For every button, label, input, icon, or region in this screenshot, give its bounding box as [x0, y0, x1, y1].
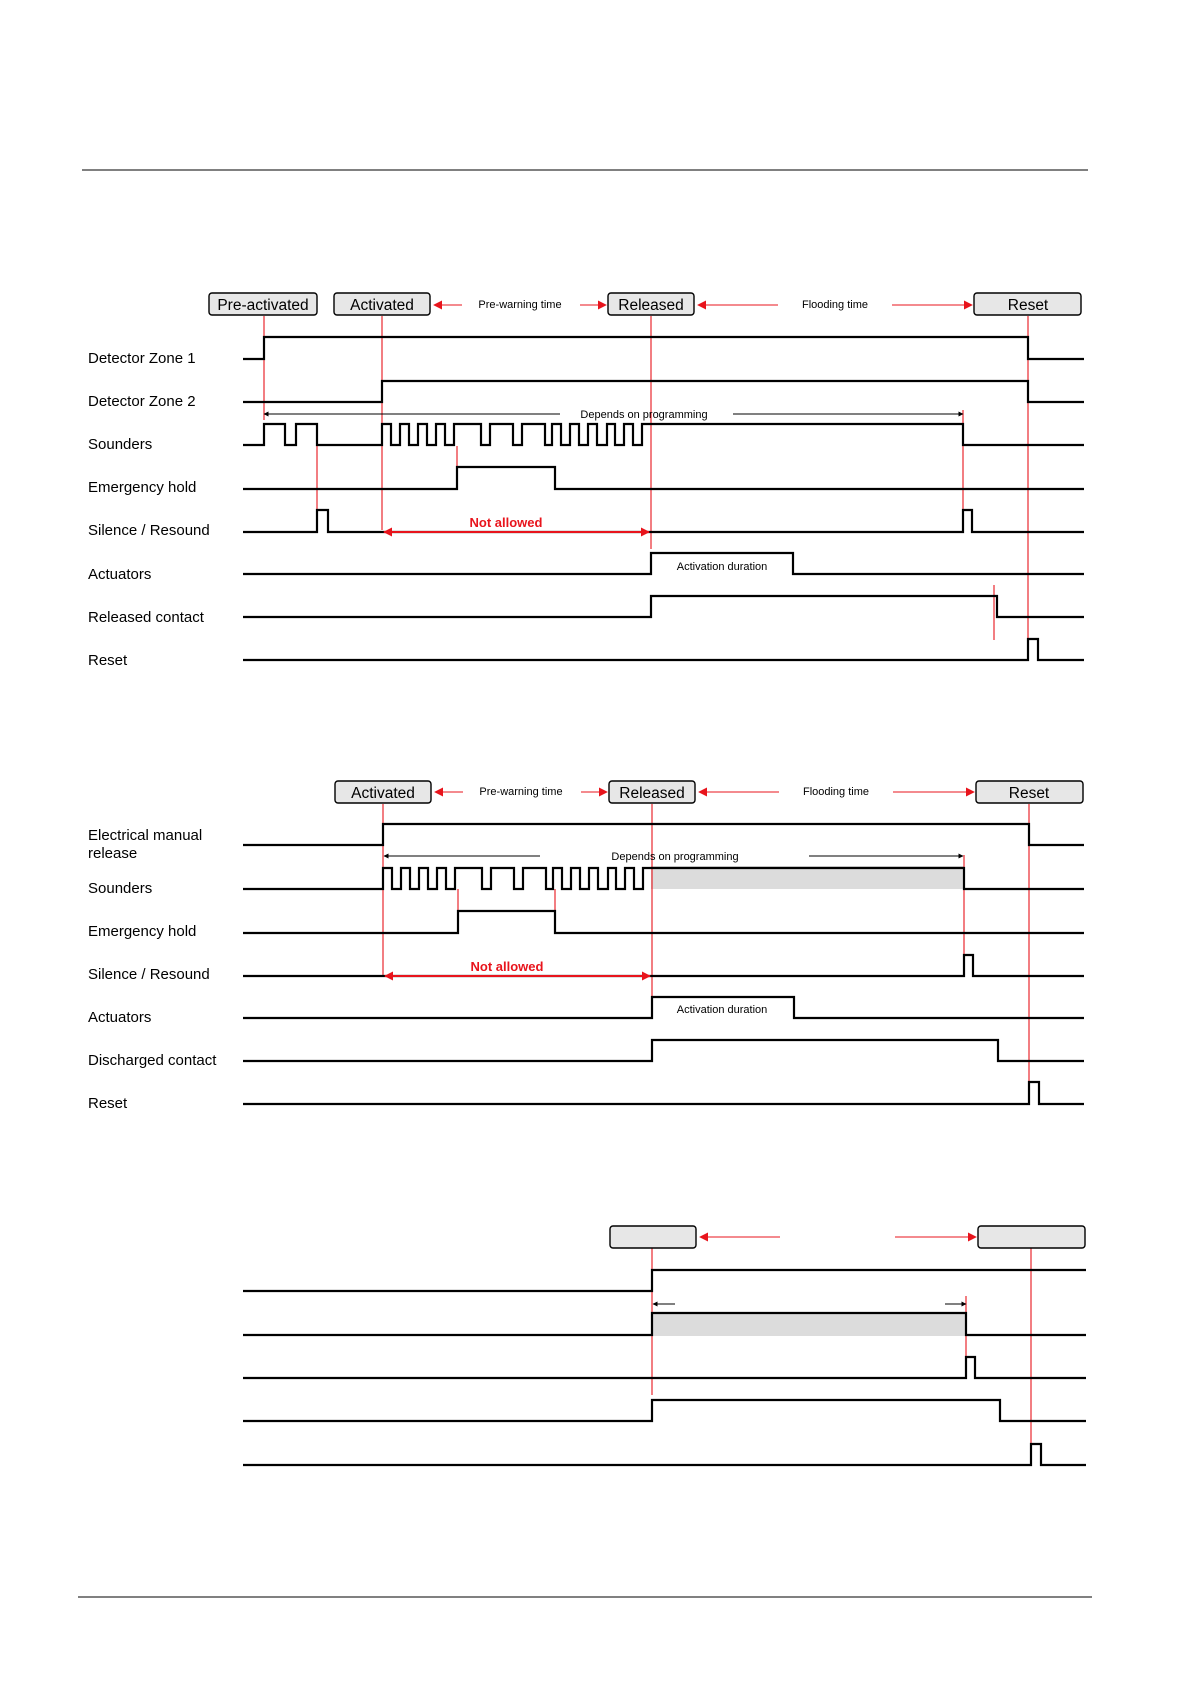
waveform-detector-zone-2 [243, 381, 1084, 402]
not-allowed-label-2: Not allowed [470, 959, 544, 974]
activation-duration-label: Activation duration [676, 561, 768, 573]
state-reset-label: Reset [1007, 297, 1049, 314]
signal-label-actuators: Actuators [88, 566, 152, 583]
signal-label-detector-zone-1: Detector Zone 1 [88, 350, 196, 367]
state-released-label: Released [618, 297, 684, 314]
waveform-actuators [243, 553, 1084, 574]
state-box-3-left [610, 1226, 696, 1248]
signal-label-silence-resound-2: Silence / Resound [88, 966, 210, 983]
waveform-released-contact [243, 596, 1084, 617]
state-released-label-2: Released [619, 785, 685, 802]
waveform-actuators-2 [243, 997, 1084, 1018]
diagram-1-event-markers [264, 316, 1028, 655]
signal-label-manual-release-1: Electrical manual [88, 827, 203, 844]
waveform-emergency-hold [243, 467, 1084, 489]
state-activated-label-2: Activated [351, 785, 415, 802]
state-preactivated-label: Pre-activated [217, 297, 309, 314]
state-box-3-right [978, 1226, 1085, 1248]
state-activated-label: Activated [350, 297, 414, 314]
signal-label-detector-zone-2: Detector Zone 2 [88, 393, 196, 410]
signal-label-sounders-2: Sounders [88, 880, 153, 897]
diagram-3-unlabelled [243, 1226, 1086, 1465]
depends-label-2: Depends on programming [611, 851, 739, 863]
sounders-shaded-region [651, 866, 964, 889]
waveform-emergency-hold-2 [243, 911, 1084, 933]
not-allowed-label: Not allowed [469, 515, 543, 530]
prewarning-label-2: Pre-warning time [479, 786, 563, 798]
signal-label-manual-release-2: release [88, 845, 138, 862]
waveform-3-row-4 [243, 1400, 1086, 1421]
activation-duration-label-2: Activation duration [676, 1004, 768, 1016]
signal-label-sounders: Sounders [88, 436, 153, 453]
diagram-1-automatic [88, 293, 1084, 669]
prewarning-label: Pre-warning time [478, 299, 562, 311]
waveform-3-row-5 [243, 1444, 1086, 1465]
waveform-3-row-3 [243, 1357, 1086, 1378]
waveform-sounders [243, 424, 1084, 445]
diagram-2-manual-release [88, 781, 1084, 1112]
waveform-detector-zone-1 [243, 337, 1084, 359]
flooding-label-2: Flooding time [802, 786, 870, 798]
signal-label-silence-resound: Silence / Resound [88, 522, 210, 539]
waveform-silence-resound [243, 510, 1084, 532]
waveform-manual-release [243, 824, 1084, 845]
signal-label-actuators-2: Actuators [88, 1009, 152, 1026]
state-reset-label-2: Reset [1008, 785, 1050, 802]
signal-label-emergency-hold-2: Emergency hold [88, 923, 197, 940]
waveform-reset [243, 639, 1084, 660]
signal-label-emergency-hold: Emergency hold [88, 479, 197, 496]
signal-label-released-contact: Released contact [88, 609, 204, 626]
waveform-3-row-1 [243, 1270, 1086, 1291]
signal-label-reset: Reset [88, 652, 128, 669]
diagram-3-event-markers [652, 1248, 1031, 1445]
signal-label-reset-2: Reset [88, 1095, 128, 1112]
waveform-silence-resound-2 [243, 955, 1084, 976]
diagram-2-event-markers [383, 804, 1029, 1100]
waveform-reset-2 [243, 1082, 1084, 1104]
waveform-discharged-contact [243, 1040, 1084, 1061]
depends-label: Depends on programming [580, 409, 708, 421]
signal-label-discharged-contact: Discharged contact [88, 1052, 217, 1069]
shaded-region-3 [652, 1313, 965, 1336]
flooding-label: Flooding time [801, 299, 869, 311]
